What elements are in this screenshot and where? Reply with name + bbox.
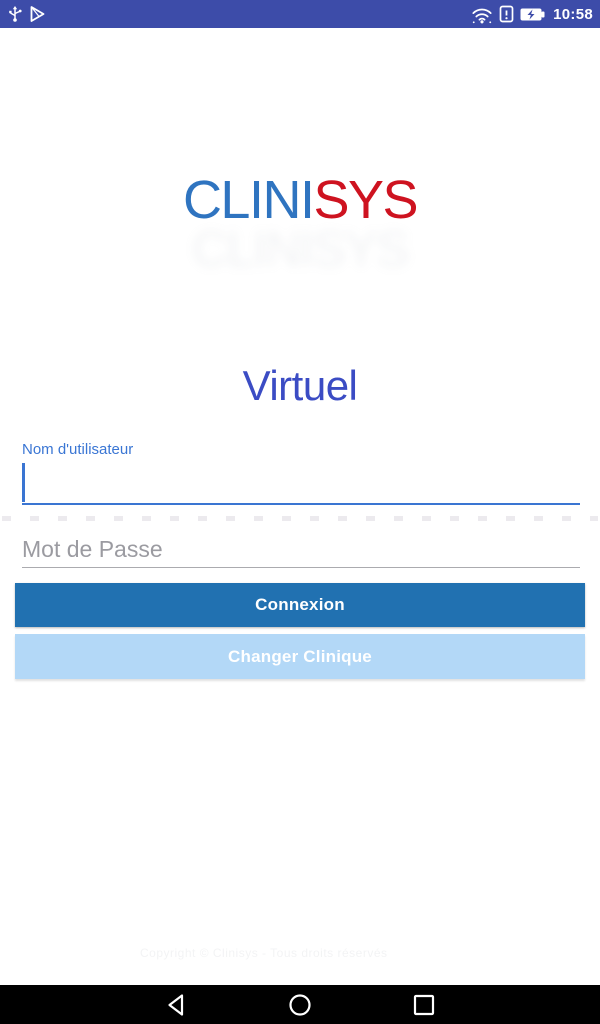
back-icon: [165, 993, 187, 1017]
changer-clinique-button[interactable]: Changer Clinique: [15, 634, 585, 679]
clock: 10:58: [553, 5, 593, 23]
wifi-icon: [471, 5, 493, 24]
username-input[interactable]: [22, 461, 580, 505]
logo-part-clini: CLINI: [182, 170, 314, 230]
recents-icon: [413, 994, 435, 1016]
app-edition-title: Virtuel: [242, 362, 358, 409]
status-bar: [0, 0, 600, 28]
connexion-button[interactable]: Connexion: [15, 583, 585, 627]
play-store-icon: [30, 6, 45, 22]
usb-icon: [7, 5, 23, 23]
username-label: Nom d'utilisateur: [22, 441, 134, 458]
status-bar-system-icons: [471, 5, 593, 24]
home-icon: [288, 993, 312, 1017]
back-button[interactable]: [164, 993, 188, 1017]
password-input[interactable]: [22, 531, 580, 568]
dashed-divider: [2, 516, 598, 521]
text-cursor: [22, 463, 25, 502]
logo-part-sys: SYS: [313, 170, 418, 230]
clinisys-logo: [0, 170, 600, 230]
recents-button[interactable]: [412, 993, 436, 1017]
android-nav-bar: [0, 985, 600, 1024]
status-bar-notifications: [7, 5, 45, 23]
battery-charging-icon: [520, 8, 545, 21]
copyright-text: Copyright © Clinisys - Tous droits réservés: [140, 946, 388, 960]
logo-shadow: CLINISYS: [192, 221, 408, 277]
sim-alert-icon: [499, 5, 514, 23]
home-button[interactable]: [288, 993, 312, 1017]
login-screen: [0, 28, 600, 985]
